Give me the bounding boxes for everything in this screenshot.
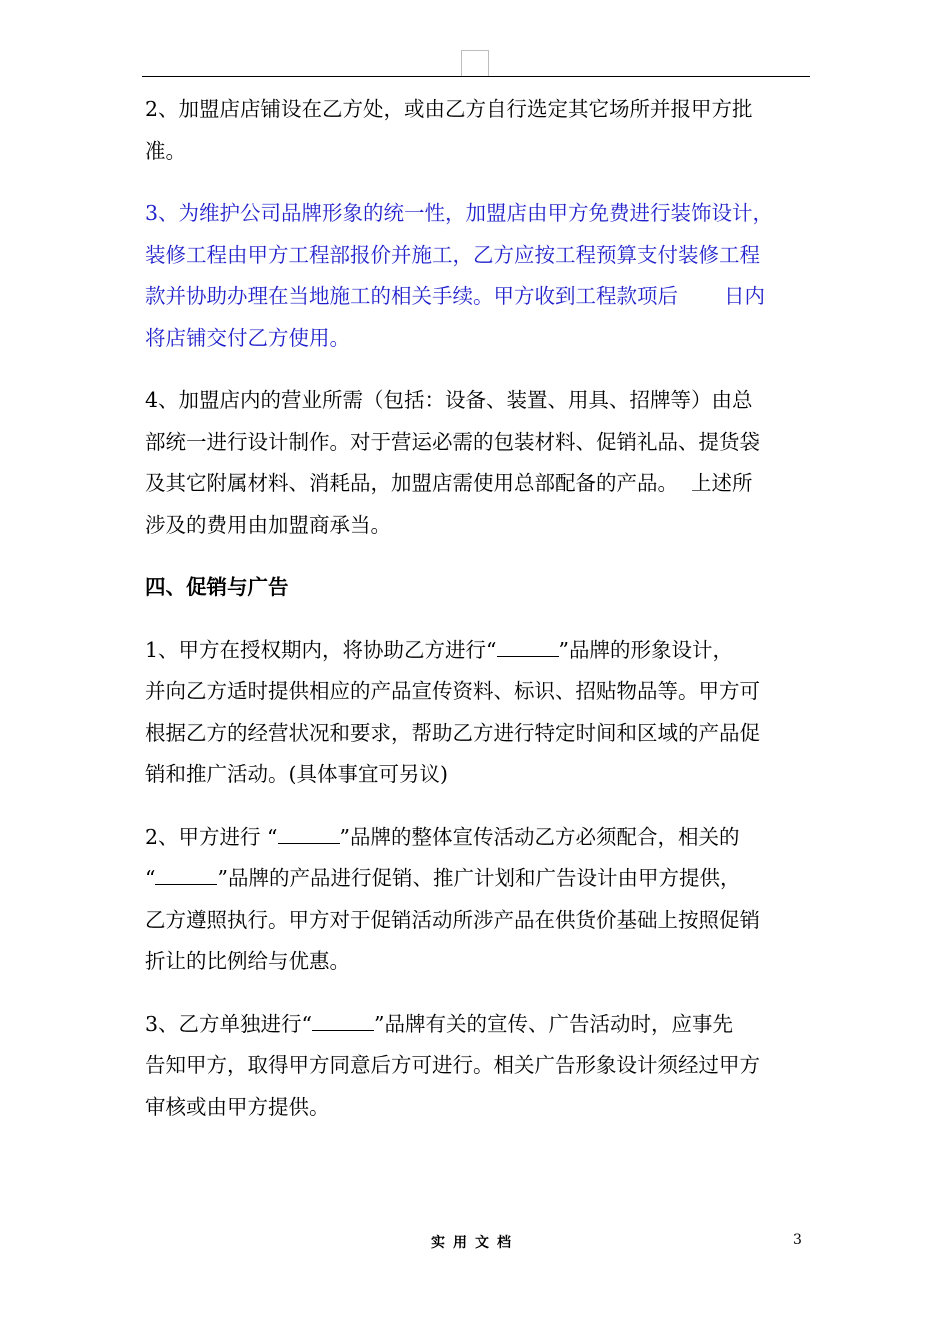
text-line xyxy=(145,1004,817,1046)
text-line: 装修工程由甲方工程部报价并施工，乙方应按工程预算支付装修工程 xyxy=(145,242,760,267)
section-4-item-3 xyxy=(145,1004,817,1129)
header-rule xyxy=(142,76,810,77)
section-4-item-1 xyxy=(145,630,817,796)
text-line: 销和推广活动。(具体事宜可另议) xyxy=(145,762,448,786)
text-fragment: ”品牌的产品进行促销、推广计划和广告设计由甲方提供， xyxy=(217,866,741,890)
text-fragment: 2、甲方进行 “ xyxy=(145,824,278,849)
text-fragment: ”品牌有关的宣传、广告活动时，应事先 xyxy=(374,1011,734,1036)
clause-4 xyxy=(145,380,817,546)
text-line xyxy=(145,817,817,859)
text-fragment: ”品牌的整体宣传活动乙方必须配合，相关的 xyxy=(339,824,740,849)
text-line: 告知甲方，取得甲方同意后方可进行。相关广告形象设计须经过甲方 xyxy=(145,1053,760,1077)
header-mark xyxy=(461,50,489,76)
text-line: 审核或由甲方提供。 xyxy=(145,1094,330,1119)
text-line: 将店铺交付乙方使用。 xyxy=(145,325,350,350)
text-line: 2、加盟店店铺设在乙方处，或由乙方自行选定其它场所并报甲方批 xyxy=(145,97,753,121)
text-line: 涉及的费用由加盟商承当。 xyxy=(145,512,391,537)
footer-label: 实用文档 xyxy=(431,1235,519,1251)
text-line: 4、加盟店内的营业所需（包括：设备、装置、用具、招牌等）由总 xyxy=(145,388,753,412)
section-4-item-2 xyxy=(145,817,817,983)
clause-2 xyxy=(145,89,817,172)
text-fragment: 款并协助办理在当地施工的相关手续。甲方收到工程款项后 xyxy=(145,284,678,308)
text-line xyxy=(145,276,817,318)
text-line: 准。 xyxy=(145,138,186,163)
text-line: 根据乙方的经营状况和要求，帮助乙方进行特定时间和区域的产品促 xyxy=(145,720,760,745)
text-line: 折让的比例给与优惠。 xyxy=(145,949,350,973)
brand-blank xyxy=(278,825,340,844)
text-line: 并向乙方适时提供相应的产品宣传资料、标识、招贴物品等。甲方可 xyxy=(145,679,760,703)
page-body xyxy=(145,89,817,1149)
text-fragment: 3、乙方单独进行“ xyxy=(145,1011,313,1036)
text-line xyxy=(145,858,817,900)
text-line: 部统一进行设计制作。对于营运必需的包装材料、促销礼品、提货袋 xyxy=(145,429,760,454)
page-number: 3 xyxy=(793,1232,802,1248)
text-line: 乙方遵照执行。甲方对于促销活动所涉产品在供货价基础上按照促销 xyxy=(145,907,760,932)
text-fragment: 1、甲方在授权期内，将协助乙方进行“ xyxy=(145,637,497,662)
text-fragment: 日内 xyxy=(724,284,765,308)
text-line: 3、为维护公司品牌形象的统一性，加盟店由甲方免费进行装饰设计， xyxy=(145,201,774,225)
text-line xyxy=(145,630,817,672)
clause-3 xyxy=(145,193,817,359)
brand-blank xyxy=(155,866,217,885)
brand-blank xyxy=(312,1012,374,1031)
section-heading: 四、促销与广告 xyxy=(145,575,289,599)
brand-blank xyxy=(497,638,559,657)
text-line: 及其它附属材料、消耗品，加盟店需使用总部配备的产品。 上述所 xyxy=(145,471,753,495)
text-fragment: ”品牌的形象设计， xyxy=(558,637,734,662)
text-fragment: “ xyxy=(145,866,156,890)
